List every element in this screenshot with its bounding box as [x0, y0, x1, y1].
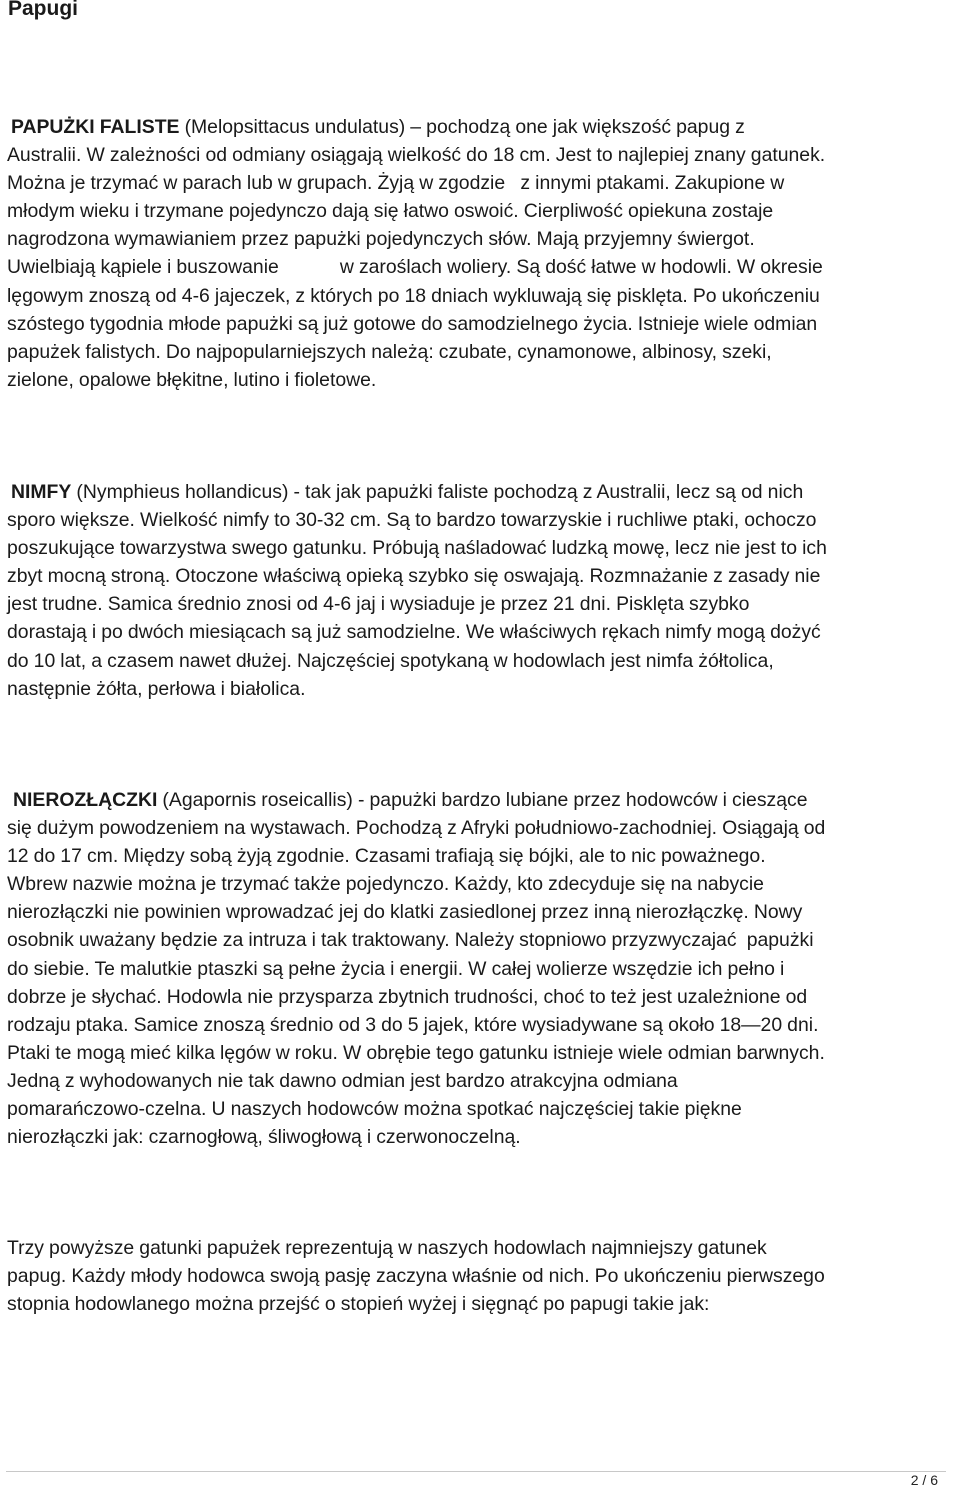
- text-line: PAPUŻKI FALISTE (Melopsittacus undulatus) – pochodzą one jak większość papug z: [11, 116, 745, 138]
- text-line: stopnia hodowlanego można przejść o stopień wyżej i sięgnąć po papugi takie jak:: [7, 1293, 710, 1316]
- section-summary: [7, 1234, 955, 1318]
- text-line: 12 do 17 cm. Między sobą żyją zgodnie. Czasami trafiają się bójki, ale to nic poważnego.: [7, 845, 766, 868]
- text-line: Ptaki te mogą mieć kilka lęgów w roku. W obrębie tego gatunku istnieje wiele odmian barwnych.: [7, 1041, 825, 1064]
- text-line: do 10 lat, a czasem nawet dłużej. Najczęściej spotykaną w hodowlach jest nimfa żółtolica,: [7, 649, 774, 672]
- text-line: się dużym powodzeniem na wystawach. Pochodzą z Afryki południowo-zachodniej. Osiągają od: [7, 817, 826, 840]
- text-line: NIMFY (Nymphieus hollandicus) - tak jak papużki faliste pochodzą z Australii, lecz są od nich: [11, 481, 804, 503]
- section-papuzki-faliste: [7, 113, 955, 394]
- text-line: NIEROZŁĄCZKI (Agapornis roseicallis) - papużki bardzo lubiane przez hodowców i cieszące: [13, 789, 808, 811]
- text-line: Uwielbiają kąpiele i buszowanie w zaroślach woliery. Są dość łatwe w hodowli. W okresie: [7, 256, 823, 279]
- text-line: rodzaju ptaka. Samice znoszą średnio od 3 do 5 jajek, które wysiadywane są około 18—20 dni.: [7, 1013, 819, 1036]
- text-line: lęgowym znoszą od 4-6 jajeczek, z których po 18 dniach wykluwają się pisklęta. Po ukończeniu: [7, 284, 820, 307]
- text-line: nierozłączki nie powinien wprowadzać jej do klatki zasiedlonej przez inną nierozłączkę. Nowy: [7, 901, 803, 924]
- text-line: Trzy powyższe gatunki papużek reprezentują w naszych hodowlach najmniejszy gatunek: [7, 1237, 767, 1259]
- text-line: Australii. W zależności od odmiany osiągają wielkość do 18 cm. Jest to najlepiej znany gatunek.: [7, 144, 826, 167]
- text-line: dorastają i po dwóch miesiącach są już samodzielne. We właściwych rękach nimfy mogą dożyć: [7, 621, 821, 644]
- text-line: sporo większe. Wielkość nimfy to 30-32 cm. Są to bardzo towarzyskie i ruchliwe ptaki, ochoczo: [7, 509, 817, 532]
- text-line: jest trudne. Samica średnio znosi od 4-6 jaj i wysiaduje je przez 21 dni. Pisklęta szybko: [7, 593, 750, 616]
- page-number: 2 / 6: [910, 1472, 938, 1488]
- text-line: młodym wieku i trzymane pojedynczo dają się łatwo oswoić. Cierpliwość opiekuna zostaje: [7, 200, 774, 223]
- section-nimfy: [7, 478, 955, 703]
- text-line: do siebie. Te malutkie ptaszki są pełne życia i energii. W całej wolierze wszędzie ich pełno i: [7, 957, 785, 980]
- section-nierozlaczki: [7, 786, 955, 1151]
- section-heading: NIEROZŁĄCZKI: [13, 789, 158, 811]
- text-line: Można je trzymać w parach lub w grupach. Żyją w zgodzie z innymi ptakami. Zakupione w: [7, 172, 785, 195]
- section-heading: NIMFY: [11, 481, 72, 503]
- text-line: następnie żółta, perłowa i białolica.: [7, 677, 306, 700]
- text-line: zielone, opalowe błękitne, lutino i fioletowe.: [7, 368, 377, 391]
- text-line: poszukujące towarzystwa swego gatunku. Próbują naśladować ludzką mowę, lecz nie jest to ich: [7, 537, 827, 560]
- text-line: Wbrew nazwie można je trzymać także pojedynczo. Każdy, kto zdecyduje się na nabycie: [7, 873, 764, 896]
- page-title: Papugi: [8, 0, 79, 20]
- text-line: zbyt mocną stroną. Otoczone właściwą opieką szybko się oswajają. Rozmnażanie z zasady nie: [7, 565, 821, 588]
- section-heading: PAPUŻKI FALISTE: [11, 116, 180, 138]
- text-line: nierozłączki jak: czarnogłową, śliwogłową i czerwonoczelną.: [7, 1126, 521, 1149]
- text-line: Jedną z wyhodowanych nie tak dawno odmian jest bardzo atrakcyjna odmiana: [7, 1069, 678, 1092]
- text-line: osobnik uważany będzie za intruza i tak traktowany. Należy stopniowo przyzwyczajać papużki: [7, 929, 814, 952]
- text-line: papużek falistych. Do najpopularniejszych należą: czubate, cynamonowe, albinosy, szeki,: [7, 340, 772, 363]
- text-line: papug. Każdy młody hodowca swoją pasję zaczyna właśnie od nich. Po ukończeniu pierwszego: [7, 1265, 825, 1288]
- text-line: pomarańczowo-czelna. U naszych hodowców można spotkać najczęściej takie piękne: [7, 1098, 742, 1121]
- text-line: dobrze je słychać. Hodowla nie przysparza zbytnich trudności, choć to też jest uzależnione od: [7, 985, 808, 1008]
- text-line: nagrodzona wymawianiem przez papużki pojedynczych słów. Mają przyjemny świergot.: [7, 228, 755, 251]
- footer-divider: [6, 1471, 946, 1472]
- text-line: szóstego tygodnia młode papużki są już gotowe do samodzielnego życia. Istnieje wiele odmian: [7, 312, 818, 335]
